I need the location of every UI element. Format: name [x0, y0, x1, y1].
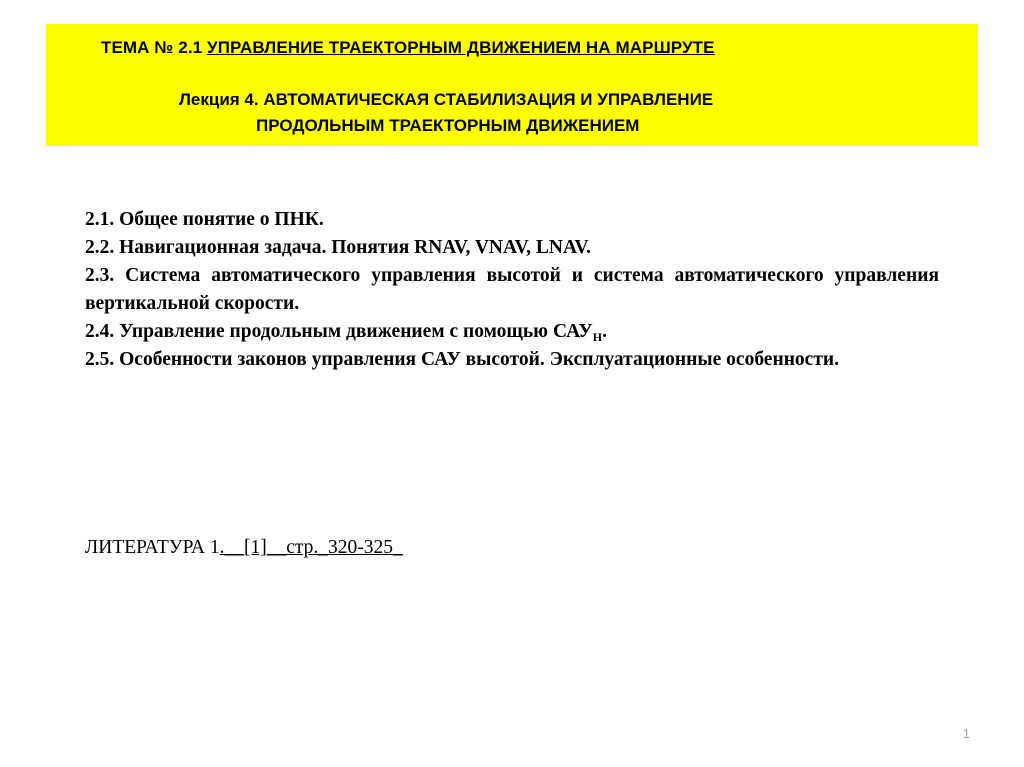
topic-heading — [101, 38, 715, 58]
contents-item-text: 2.4. Управление продольным движением с помощью САУ — [85, 321, 593, 342]
header-banner — [46, 24, 978, 146]
contents-item-subscript: H — [592, 330, 603, 344]
page-number: 1 — [962, 726, 970, 741]
literature-source: .__[1]__стр._320-325_ — [219, 537, 403, 558]
contents-item: 2.5. Особенности законов управления САУ высотой. Эксплуатационные особенности. — [85, 349, 840, 370]
contents-item — [85, 318, 939, 346]
contents-item-suffix: . — [602, 321, 607, 342]
literature-label: ЛИТЕРАТУРА 1 — [85, 537, 220, 558]
literature-reference — [85, 537, 403, 559]
contents-item: 2.2. Навигационная задача. Понятия RNAV, VNAV, LNAV. — [85, 237, 591, 258]
topic-prefix: ТЕМА № 2.1 — [101, 38, 208, 57]
lecture-title-line-2: ПРОДОЛЬНЫМ ТРАЕКТОРНЫМ ДВИЖЕНИЕМ — [256, 116, 640, 135]
contents-item: 2.3. Система автоматического управления высотой и система автоматического управления вертикальной скорости. — [85, 265, 939, 314]
contents-item: 2.1. Общее понятие о ПНК. — [85, 209, 324, 230]
contents-list — [85, 206, 939, 374]
topic-title: УПРАВЛЕНИЕ ТРАЕКТОРНЫМ ДВИЖЕНИЕМ НА МАРШРУТЕ — [207, 38, 715, 57]
lecture-title-line-1: Лекция 4. АВТОМАТИЧЕСКАЯ СТАБИЛИЗАЦИЯ И УПРАВЛЕНИЕ — [179, 90, 714, 109]
